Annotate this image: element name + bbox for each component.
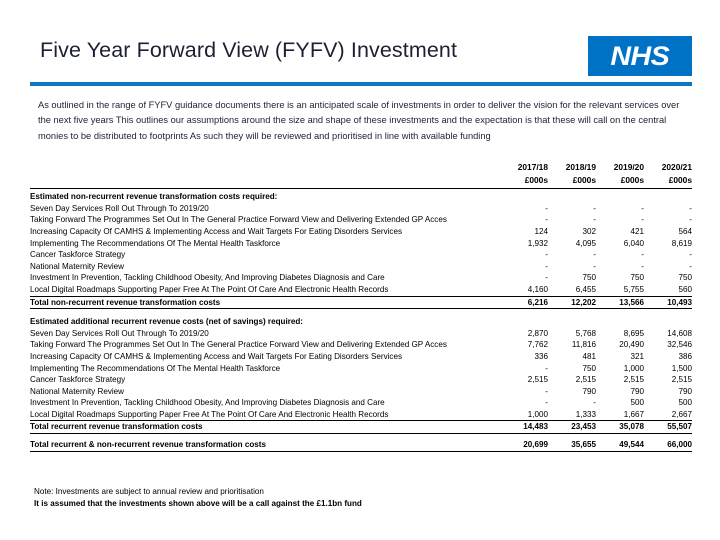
section-total-row — [30, 421, 692, 434]
row-value: 790 — [678, 386, 692, 396]
total-value: 12,202 — [548, 296, 596, 309]
row-value: 750 — [582, 363, 596, 373]
row-value: - — [545, 215, 548, 225]
header-label-blank — [30, 162, 500, 175]
row-label: Taking Forward The Programmes Set Out In The General Practice Forward View and Delivering Extended GP Acces — [30, 215, 447, 225]
row-value: - — [689, 250, 692, 260]
table-row — [30, 374, 692, 386]
row-value: - — [593, 398, 596, 408]
row-label: National Maternity Review — [30, 261, 125, 271]
row-value: - — [689, 203, 692, 213]
row-label: Investment In Prevention, Tackling Childhood Obesity, And Improving Diabetes Diagnosis and Care — [30, 273, 385, 283]
grand-total-value: 66,000 — [644, 439, 692, 451]
row-value: 750 — [678, 273, 692, 283]
row-value: 386 — [678, 351, 692, 361]
row-value: 790 — [630, 386, 644, 396]
total-value: 13,566 — [596, 296, 644, 309]
row-value: 481 — [582, 351, 596, 361]
row-value: 321 — [630, 351, 644, 361]
table-header-years — [30, 162, 692, 175]
header-unit-3: £000s — [644, 175, 692, 189]
row-value: - — [593, 261, 596, 271]
row-value: - — [545, 203, 548, 213]
nhs-logo-text: NHS — [610, 40, 670, 71]
row-value: 1,000 — [500, 409, 548, 421]
table-row — [30, 351, 692, 363]
row-value: - — [641, 203, 644, 213]
row-label: Increasing Capacity Of CAMHS & Implementing Access and Wait Targets For Eating Disorders Services — [30, 226, 403, 236]
row-label: Local Digital Roadmaps Supporting Paper Free At The Point Of Care And Electronic Health Records — [30, 284, 500, 296]
row-value: 11,816 — [571, 340, 596, 350]
row-value: 20,490 — [619, 340, 644, 350]
row-value: - — [593, 203, 596, 213]
row-label: Increasing Capacity Of CAMHS & Implementing Access and Wait Targets For Eating Disorders Services — [30, 351, 403, 361]
row-value: 4,160 — [500, 284, 548, 296]
investment-table — [30, 162, 692, 452]
row-label: Implementing The Recommendations Of The Mental Health Taskforce — [30, 363, 281, 373]
row-value: - — [545, 250, 548, 260]
row-value: 302 — [582, 226, 596, 236]
row-value: - — [545, 398, 548, 408]
row-label: Implementing The Recommendations Of The Mental Health Taskforce — [30, 238, 281, 248]
total-label: Total recurrent revenue transformation costs — [30, 421, 500, 434]
row-value: - — [545, 273, 548, 283]
table-row — [30, 409, 692, 421]
note-fund: It is assumed that the investments shown above will be a call against the £1.1bn fund — [34, 499, 362, 509]
table-row — [30, 238, 692, 250]
row-label: Investment In Prevention, Tackling Childhood Obesity, And Improving Diabetes Diagnosis and Care — [30, 398, 385, 408]
grand-total-value: 20,699 — [500, 439, 548, 451]
table-header-units — [30, 175, 692, 189]
row-label: Seven Day Services Roll Out Through To 2019/20 — [30, 328, 209, 338]
header-year-2: 2019/20 — [613, 162, 644, 172]
total-value: 23,453 — [548, 421, 596, 434]
row-value: - — [545, 363, 548, 373]
table-row — [30, 397, 692, 409]
table-row — [30, 203, 692, 215]
investment-table-container — [30, 162, 692, 452]
intro-paragraph — [38, 98, 692, 144]
row-value: - — [689, 215, 692, 225]
note-review: Note: Investments are subject to annual review and prioritisation — [34, 487, 264, 496]
row-value: 4,095 — [575, 238, 596, 248]
row-value: 5,755 — [596, 284, 644, 296]
row-value: 750 — [630, 273, 644, 283]
row-value: 8,695 — [623, 328, 644, 338]
section-heading-label: Estimated non-recurrent revenue transformation costs required: — [30, 192, 278, 202]
total-value: 6,216 — [500, 296, 548, 309]
row-value: - — [689, 261, 692, 271]
total-value: 14,483 — [500, 421, 548, 434]
footer-notes — [34, 486, 634, 510]
nhs-logo — [588, 36, 692, 76]
table-body-section-1 — [30, 189, 692, 314]
total-label: Total non-recurrent revenue transformation costs — [30, 296, 500, 309]
row-value: 1,333 — [548, 409, 596, 421]
grand-total-row — [30, 439, 692, 451]
header-unit-2: £000s — [596, 175, 644, 189]
row-value: 1,000 — [623, 363, 644, 373]
section-total-row — [30, 296, 692, 309]
total-value: 35,078 — [596, 421, 644, 434]
header-unit-blank — [30, 175, 500, 189]
table-row — [30, 249, 692, 261]
row-value: 500 — [678, 398, 692, 408]
table-row — [30, 284, 692, 296]
table-body-section-2 — [30, 314, 692, 451]
header-year-3: 2020/21 — [661, 162, 692, 172]
section-heading-row — [30, 189, 692, 203]
header-unit-0: £000s — [500, 175, 548, 189]
row-label: Cancer Taskforce Strategy — [30, 375, 126, 385]
grand-total-value: 49,544 — [596, 439, 644, 451]
table-head — [30, 162, 692, 189]
row-value: - — [593, 250, 596, 260]
row-value: 14,608 — [667, 328, 692, 338]
grand-total-label: Total recurrent & non-recurrent revenue transformation costs — [30, 439, 500, 451]
table-row — [30, 363, 692, 375]
row-value: 2,515 — [671, 375, 692, 385]
row-value: 2,515 — [575, 375, 596, 385]
header-unit-1: £000s — [548, 175, 596, 189]
row-value: 5,768 — [575, 328, 596, 338]
row-value: - — [641, 261, 644, 271]
table-row — [30, 339, 692, 351]
row-label: Seven Day Services Roll Out Through To 2019/20 — [30, 203, 209, 213]
row-value: 8,619 — [671, 238, 692, 248]
row-label: Local Digital Roadmaps Supporting Paper Free At The Point Of Care And Electronic Health Records — [30, 409, 500, 421]
row-value: 32,546 — [667, 340, 692, 350]
row-value: 564 — [678, 226, 692, 236]
row-value: - — [545, 261, 548, 271]
row-value: 500 — [630, 398, 644, 408]
row-value: 2,515 — [527, 375, 548, 385]
row-value: - — [593, 215, 596, 225]
row-value: 1,500 — [671, 363, 692, 373]
page-title: Five Year Forward View (FYFV) Investment — [40, 38, 458, 62]
table-row — [30, 261, 692, 273]
table-row — [30, 328, 692, 340]
row-value: 790 — [582, 386, 596, 396]
intro-text: As outlined in the range of FYFV guidance documents there is an anticipated scale of investments in order to deliver the vision for the relevant services over the next five years This outlines our assumptions around the size and shape of these investments and the expectation is that these will call on the central monies to be distributed to footprints As such they will be reviewed and prioritised in line with available funding — [38, 100, 680, 141]
row-label: Taking Forward The Programmes Set Out In The General Practice Forward View and Delivering Extended GP Acces — [30, 340, 447, 350]
slide-header — [0, 0, 720, 86]
total-value: 55,507 — [644, 421, 692, 434]
row-value: 6,455 — [548, 284, 596, 296]
row-label: Cancer Taskforce Strategy — [30, 250, 126, 260]
table-row — [30, 386, 692, 398]
row-value: 560 — [644, 284, 692, 296]
row-value: 7,762 — [527, 340, 548, 350]
row-value: - — [545, 386, 548, 396]
row-value: 124 — [534, 226, 548, 236]
grand-total-value: 35,655 — [548, 439, 596, 451]
section-heading-label: Estimated additional recurrent revenue costs (net of savings) required: — [30, 317, 304, 327]
title-divider — [30, 82, 692, 86]
row-value: 1,932 — [527, 238, 548, 248]
total-value: 10,493 — [644, 296, 692, 309]
row-value: 2,667 — [644, 409, 692, 421]
row-label: National Maternity Review — [30, 386, 125, 396]
table-row — [30, 214, 692, 226]
row-value: 2,515 — [623, 375, 644, 385]
row-value: 1,667 — [596, 409, 644, 421]
row-value: 421 — [630, 226, 644, 236]
row-value: 336 — [534, 351, 548, 361]
row-value: - — [641, 215, 644, 225]
row-value: 2,870 — [527, 328, 548, 338]
header-year-1: 2018/19 — [565, 162, 596, 172]
row-value: 750 — [582, 273, 596, 283]
row-value: - — [641, 250, 644, 260]
header-year-0: 2017/18 — [517, 162, 548, 172]
row-value: 6,040 — [623, 238, 644, 248]
table-row — [30, 226, 692, 238]
table-row — [30, 272, 692, 284]
section-heading-row — [30, 314, 692, 328]
